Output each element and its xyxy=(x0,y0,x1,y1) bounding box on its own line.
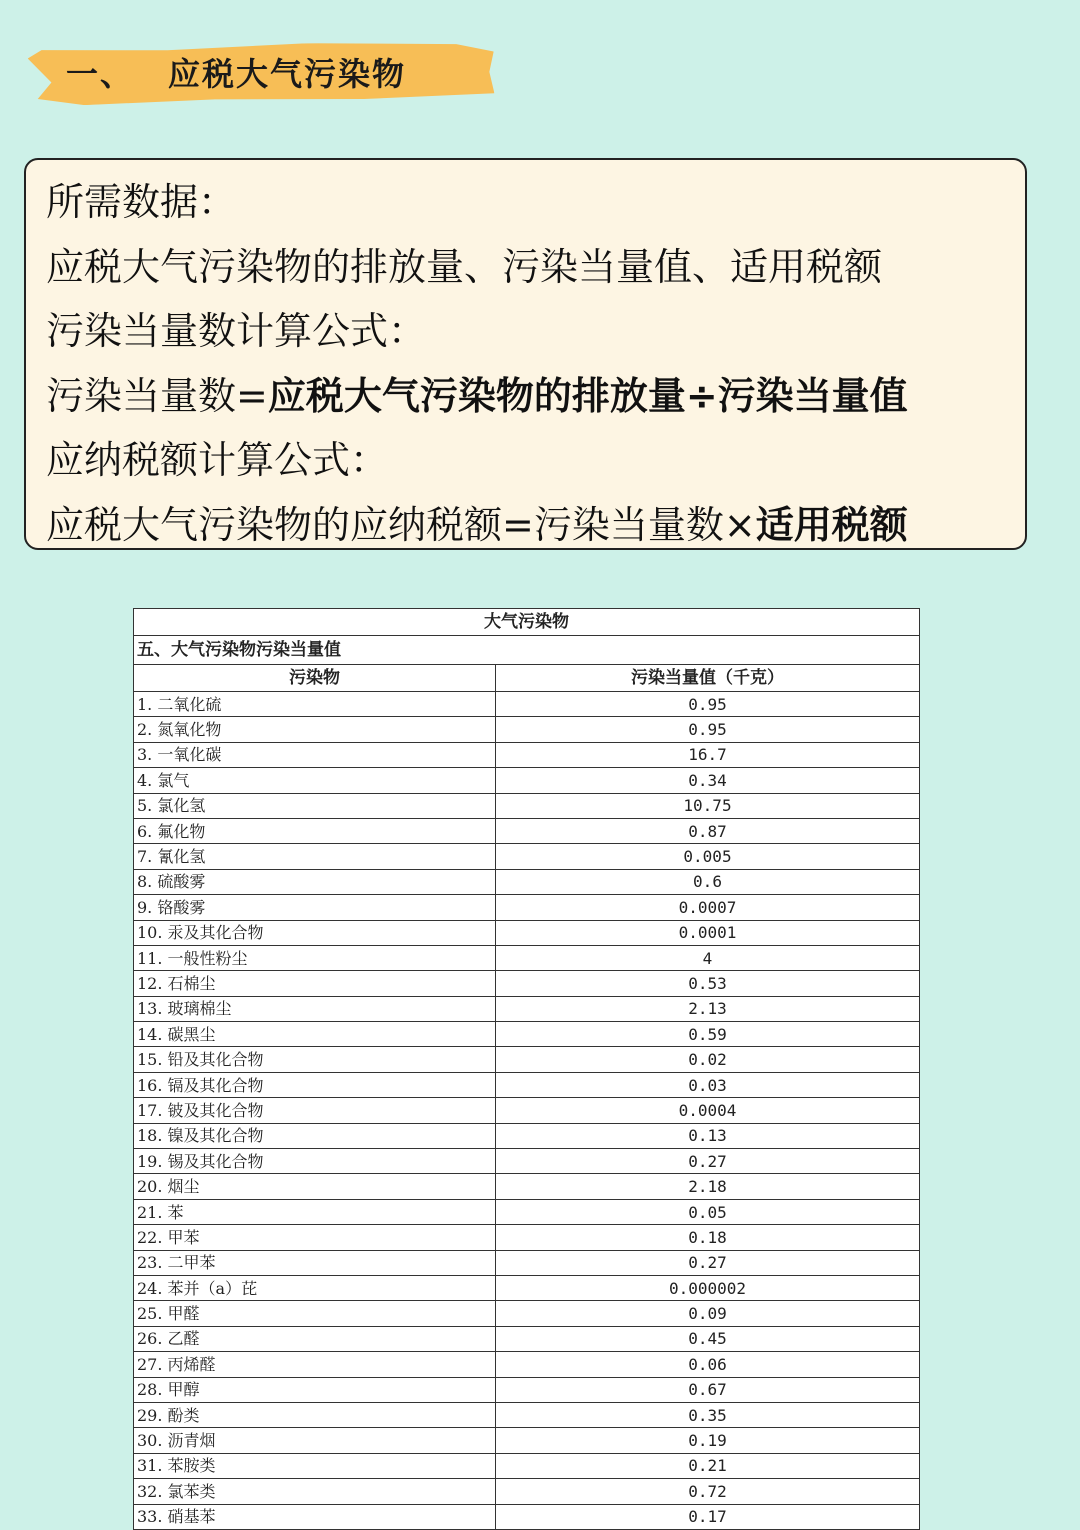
pollutant-equivalent-value: 0.45 xyxy=(496,1326,920,1351)
table-row xyxy=(134,1428,920,1453)
pollutant-name: 10. 汞及其化合物 xyxy=(134,920,496,945)
pollutant-name: 26. 乙醛 xyxy=(134,1326,496,1351)
pollutant-equivalent-value: 0.34 xyxy=(496,768,920,793)
pollutant-name: 24. 苯并（a）芘 xyxy=(134,1275,496,1300)
pollutant-equivalent-value: 0.95 xyxy=(496,717,920,742)
pollutant-equivalent-value: 0.000002 xyxy=(496,1275,920,1300)
pollutant-name: 11. 一般性粉尘 xyxy=(134,945,496,970)
pollutant-equivalent-value: 0.67 xyxy=(496,1377,920,1402)
pollutant-equivalent-value: 0.005 xyxy=(496,844,920,869)
pollutant-name: 8. 硫酸雾 xyxy=(134,869,496,894)
table-row xyxy=(134,1275,920,1300)
pollutant-name: 4. 氯气 xyxy=(134,768,496,793)
pollutant-name: 2. 氮氧化物 xyxy=(134,717,496,742)
pollutant-equivalent-value: 0.21 xyxy=(496,1453,920,1478)
pollutant-name: 17. 铍及其化合物 xyxy=(134,1098,496,1123)
equivalent-formula-heading: 污染当量数计算公式： xyxy=(46,309,427,353)
table-row xyxy=(134,717,920,742)
pollutant-equivalent-value: 0.87 xyxy=(496,818,920,843)
pollutant-name: 23. 二甲苯 xyxy=(134,1250,496,1275)
table-row xyxy=(134,895,920,920)
pollutant-name: 18. 镍及其化合物 xyxy=(134,1123,496,1148)
pollutant-name: 12. 石棉尘 xyxy=(134,971,496,996)
table-row xyxy=(134,1402,920,1427)
table-row xyxy=(134,1149,920,1174)
table-header-row xyxy=(134,665,920,692)
pollutant-name: 31. 苯胺类 xyxy=(134,1453,496,1478)
pollutant-name: 27. 丙烯醛 xyxy=(134,1352,496,1377)
pollutant-equivalent-value: 16.7 xyxy=(496,742,920,767)
table-row xyxy=(134,1047,920,1072)
pollutant-name: 19. 锡及其化合物 xyxy=(134,1149,496,1174)
pollutant-equivalent-value: 0.95 xyxy=(496,692,920,717)
equivalent-formula xyxy=(46,364,1025,429)
table-title: 大气污染物 xyxy=(134,609,920,636)
pollutant-name: 21. 苯 xyxy=(134,1199,496,1224)
pollutant-name: 6. 氟化物 xyxy=(134,818,496,843)
table-row xyxy=(134,1326,920,1351)
pollutant-equivalent-value: 2.13 xyxy=(496,996,920,1021)
pollutant-equivalent-value: 0.05 xyxy=(496,1199,920,1224)
table-row xyxy=(134,869,920,894)
table-row xyxy=(134,945,920,970)
section-number: 一、 xyxy=(66,55,135,93)
pollutant-name: 32. 氯苯类 xyxy=(134,1479,496,1504)
pollutant-equivalent-value: 2.18 xyxy=(496,1174,920,1199)
section-title: 应税大气污染物 xyxy=(168,55,407,93)
pollutant-name: 14. 碳黑尘 xyxy=(134,1022,496,1047)
required-data-heading: 所需数据： xyxy=(46,180,237,224)
table-row xyxy=(134,1123,920,1148)
pollutant-equivalent-value: 0.53 xyxy=(496,971,920,996)
pollutant-equivalent-value: 0.19 xyxy=(496,1428,920,1453)
pollutant-name: 15. 铅及其化合物 xyxy=(134,1047,496,1072)
equivalent-formula-prefix: 污染当量数= xyxy=(46,373,268,418)
table-row xyxy=(134,1301,920,1326)
table-row xyxy=(134,692,920,717)
pollutant-equivalent-value: 0.27 xyxy=(496,1250,920,1275)
table-row xyxy=(134,844,920,869)
pollutant-equivalent-value: 0.09 xyxy=(496,1301,920,1326)
pollutant-equivalent-value: 0.0007 xyxy=(496,895,920,920)
table-row xyxy=(134,768,920,793)
table-subtitle: 五、大气污染物污染当量值 xyxy=(134,636,920,665)
table-row xyxy=(134,1098,920,1123)
formula-info-box xyxy=(24,158,1027,550)
pollutant-name: 16. 镉及其化合物 xyxy=(134,1072,496,1097)
pollutant-equivalent-value: 0.02 xyxy=(496,1047,920,1072)
tax-formula xyxy=(46,493,1025,558)
pollutant-equivalent-table xyxy=(133,608,920,1530)
column-header-pollutant: 污染物 xyxy=(134,665,496,692)
table-row xyxy=(134,742,920,767)
equivalent-formula-expression: 应税大气污染物的排放量÷污染当量值 xyxy=(267,373,908,418)
pollutant-name: 3. 一氧化碳 xyxy=(134,742,496,767)
pollutant-equivalent-value: 0.0001 xyxy=(496,920,920,945)
pollutant-table-image xyxy=(133,608,919,1530)
section-heading xyxy=(66,52,406,96)
table-row xyxy=(134,1022,920,1047)
pollutant-name: 33. 硝基苯 xyxy=(134,1504,496,1529)
required-data-text: 应税大气污染物的排放量、污染当量值、适用税额 xyxy=(46,244,883,289)
pollutant-equivalent-value: 0.0004 xyxy=(496,1098,920,1123)
pollutant-equivalent-value: 0.06 xyxy=(496,1352,920,1377)
pollutant-equivalent-value: 4 xyxy=(496,945,920,970)
pollutant-name: 7. 氰化氢 xyxy=(134,844,496,869)
pollutant-name: 13. 玻璃棉尘 xyxy=(134,996,496,1021)
pollutant-equivalent-value: 0.35 xyxy=(496,1402,920,1427)
pollutant-name: 1. 二氧化硫 xyxy=(134,692,496,717)
pollutant-equivalent-value: 0.6 xyxy=(496,869,920,894)
column-header-equivalent-value: 污染当量值（千克） xyxy=(496,665,920,692)
table-subtitle-row xyxy=(134,636,920,665)
table-row xyxy=(134,793,920,818)
pollutant-equivalent-value: 0.72 xyxy=(496,1479,920,1504)
table-row xyxy=(134,1174,920,1199)
pollutant-name: 22. 甲苯 xyxy=(134,1225,496,1250)
table-row xyxy=(134,1352,920,1377)
pollutant-equivalent-value: 0.27 xyxy=(496,1149,920,1174)
pollutant-equivalent-value: 0.13 xyxy=(496,1123,920,1148)
table-row xyxy=(134,920,920,945)
tax-formula-prefix: 应税大气污染物的应纳税额=污染当量数× xyxy=(46,502,756,547)
table-row xyxy=(134,1225,920,1250)
pollutant-equivalent-value: 0.59 xyxy=(496,1022,920,1047)
tax-formula-rate: 适用税额 xyxy=(755,502,908,547)
table-row xyxy=(134,971,920,996)
pollutant-name: 5. 氯化氢 xyxy=(134,793,496,818)
table-row xyxy=(134,1199,920,1224)
table-row xyxy=(134,1072,920,1097)
pollutant-equivalent-value: 10.75 xyxy=(496,793,920,818)
table-row xyxy=(134,818,920,843)
table-row xyxy=(134,996,920,1021)
pollutant-equivalent-value: 0.17 xyxy=(496,1504,920,1529)
pollutant-name: 25. 甲醛 xyxy=(134,1301,496,1326)
pollutant-name: 20. 烟尘 xyxy=(134,1174,496,1199)
table-row xyxy=(134,1250,920,1275)
tax-formula-heading: 应纳税额计算公式： xyxy=(46,438,389,482)
pollutant-name: 29. 酚类 xyxy=(134,1402,496,1427)
pollutant-equivalent-value: 0.18 xyxy=(496,1225,920,1250)
table-title-row xyxy=(134,609,920,636)
pollutant-name: 9. 铬酸雾 xyxy=(134,895,496,920)
pollutant-name: 30. 沥青烟 xyxy=(134,1428,496,1453)
table-row xyxy=(134,1479,920,1504)
pollutant-equivalent-value: 0.03 xyxy=(496,1072,920,1097)
table-row xyxy=(134,1453,920,1478)
table-row xyxy=(134,1377,920,1402)
table-row xyxy=(134,1504,920,1529)
pollutant-name: 28. 甲醇 xyxy=(134,1377,496,1402)
